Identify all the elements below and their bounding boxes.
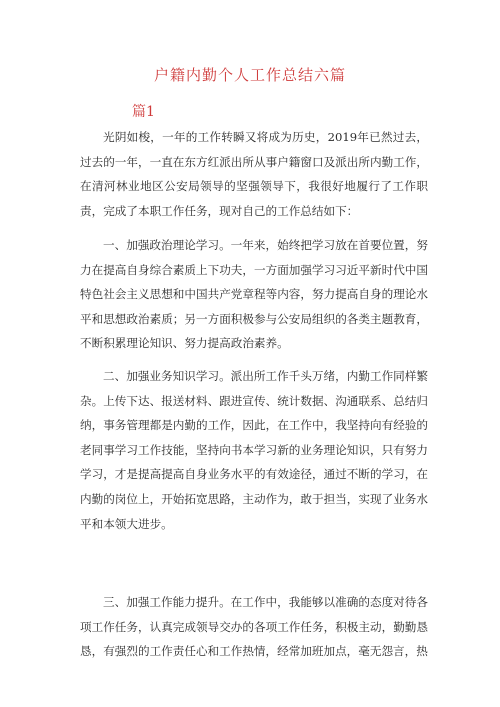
document-title: 户籍内勤个人工作总结六篇	[153, 66, 346, 84]
paragraph-text: 一、加强政治理论学习。一年来，始终把学习放在首要位置，努力在提高自身综合素质上下功夫，一方面加强学习习近平新时代中国特色社会主义思想和中国共产党章程等内容，努力提高自身的理论水平和思想政治素质；另一方面积极参与公安局组织的各类主题教育，不断积累理论知识、努力提高政治素养。	[80, 238, 428, 351]
paragraph-text: 三、加强工作能力提升。在工作中，我能够以准确的态度对待各项工作任务，认真完成领导交办的各项工作任务，积极主动，勤勤恳恳，有强烈的工作责任心和工作热情，经常加班加点，毫无怨言，热	[80, 595, 428, 659]
paragraph-political-study	[80, 233, 428, 356]
paragraph-text: 二、加强业务知识学习。派出所工作千头万绪，内勤工作同样繁杂。上传下达、报送材料、跟进宣传、统计数据、沟通联系、总结归纳，事务管理都是内勤的工作，因此，在工作中，我坚持向有经验的老同事学习工作技能，坚持向书本学习新的业务理论知识，只有努力学习，才是提高提高自身业务水平的有效途径，通过不断的学习，在内勤的岗位上，开始拓宽思路，主动作为，敢于担当，实现了业务水平和本领大进步。	[80, 369, 428, 531]
paragraph-intro	[80, 125, 428, 223]
section-heading: 篇1	[132, 104, 155, 120]
paragraph-ability	[80, 590, 428, 664]
paragraph-business-study	[80, 364, 428, 536]
paragraph-text: 光阴如梭，一年的工作转瞬又将成为历史，2019年已然过去，过去的一年，一直在东方红派出所从事户籍窗口及派出所内勤工作，在清河林业地区公安局领导的坚强领导下，我很好地履行了工作职责，完成了本职工作任务，现对自己的工作总结如下：	[80, 130, 428, 218]
